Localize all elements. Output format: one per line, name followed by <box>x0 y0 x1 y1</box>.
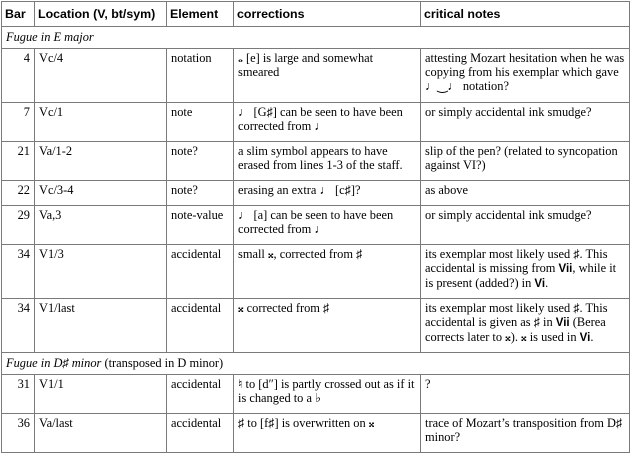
cell-bar: 29 <box>2 206 35 245</box>
section-row <box>2 353 630 375</box>
cell-corrections: ♩ [a] can be seen to have been corrected from ♩ <box>234 206 421 245</box>
cell-notes: or simply accidental ink smudge? <box>421 206 630 245</box>
note-text: , while it is present (added?) in <box>425 261 617 291</box>
cell-element: accidental <box>167 414 234 453</box>
cell-location: Va,3 <box>35 206 167 245</box>
cell-location: V1/1 <box>35 375 167 414</box>
cell-corrections: 𝄪 corrected from ♯ <box>234 299 421 353</box>
table-row <box>2 375 630 414</box>
table-row <box>2 142 630 181</box>
header-corrections: corrections <box>234 2 421 27</box>
cell-element: accidental <box>167 245 234 299</box>
header-bar: Bar <box>2 2 35 27</box>
table-row <box>2 49 630 103</box>
cell-corrections: small 𝄪, corrected from ♯ <box>234 245 421 299</box>
cell-element: note <box>167 103 234 142</box>
cell-bar: 36 <box>2 414 35 453</box>
cell-corrections: erasing an extra ♩ [c♯]? <box>234 181 421 206</box>
cell-notes: trace of Mozart’s transposition from D♯ minor? <box>421 414 630 453</box>
cell-corrections: 𝅝 [e] is large and somewhat smeared <box>234 49 421 103</box>
source-vii: Vii <box>555 317 570 330</box>
cell-location: Va/1-2 <box>35 142 167 181</box>
table-row <box>2 206 630 245</box>
cell-corrections: ♮ to [d″] is partly crossed out as if it is changed to a ♭ <box>234 375 421 414</box>
cell-location: Vc/4 <box>35 49 167 103</box>
cell-location: Vc/1 <box>35 103 167 142</box>
section-title: Fugue in E major <box>6 30 94 44</box>
cell-bar: 34 <box>2 299 35 353</box>
section-row <box>2 27 630 49</box>
note-text: . <box>545 276 549 291</box>
header-row <box>2 2 630 27</box>
cell-bar: 31 <box>2 375 35 414</box>
cell-location: V1/3 <box>35 245 167 299</box>
cell-notes: attesting Mozart hesitation when he was copying from his exemplar which gave ♩‿♩ notation? <box>421 49 630 103</box>
note-text: its exemplar most likely used ♯. This accidental is given as ♯ in <box>425 301 608 330</box>
cell-location: Va/last <box>35 414 167 453</box>
cell-bar: 22 <box>2 181 35 206</box>
cell-bar: 4 <box>2 49 35 103</box>
cell-corrections: a slim symbol appears to have erased from lines 1-3 of the staff. <box>234 142 421 181</box>
section-suffix: (transposed in D minor) <box>101 356 224 370</box>
section-title: Fugue in D♯ minor <box>6 356 102 370</box>
source-vi: Vi <box>579 332 591 345</box>
cell-notes <box>421 245 630 299</box>
section-heading <box>2 353 630 375</box>
cell-notes: as above <box>421 181 630 206</box>
note-text: . <box>590 330 594 345</box>
table-row <box>2 245 630 299</box>
cell-notes <box>421 299 630 353</box>
cell-notes: slip of the pen? (related to syncopation against VI?) <box>421 142 630 181</box>
note-text: its exemplar most likely used ♯. This accidental is missing from <box>425 247 608 276</box>
cell-notes: or simply accidental ink smudge? <box>421 103 630 142</box>
cell-location: Vc/3-4 <box>35 181 167 206</box>
header-critical-notes: critical notes <box>421 2 630 27</box>
cell-element: note-value <box>167 206 234 245</box>
cell-location: V1/last <box>35 299 167 353</box>
note-text: (Berea corrects later to 𝄪). 𝄪 is used in <box>425 315 606 345</box>
table-row <box>2 414 630 453</box>
cell-element: accidental <box>167 299 234 353</box>
cell-element: note? <box>167 181 234 206</box>
cell-bar: 7 <box>2 103 35 142</box>
cell-corrections: ♯ to [f♯] is overwritten on 𝄪 <box>234 414 421 453</box>
cell-notes: ? <box>421 375 630 414</box>
cell-element: note? <box>167 142 234 181</box>
cell-bar: 21 <box>2 142 35 181</box>
cell-bar: 34 <box>2 245 35 299</box>
table-row <box>2 299 630 353</box>
critical-notes-table <box>1 1 630 453</box>
source-vii: Vii <box>558 263 573 276</box>
source-vi: Vi <box>534 278 546 291</box>
table-row <box>2 181 630 206</box>
table-row <box>2 103 630 142</box>
cell-element: accidental <box>167 375 234 414</box>
cell-element: notation <box>167 49 234 103</box>
section-heading <box>2 27 630 49</box>
header-location: Location (V, bt/sym) <box>35 2 167 27</box>
cell-corrections: ♩ [G♯] can be seen to have been corrected from ♩ <box>234 103 421 142</box>
header-element: Element <box>167 2 234 27</box>
